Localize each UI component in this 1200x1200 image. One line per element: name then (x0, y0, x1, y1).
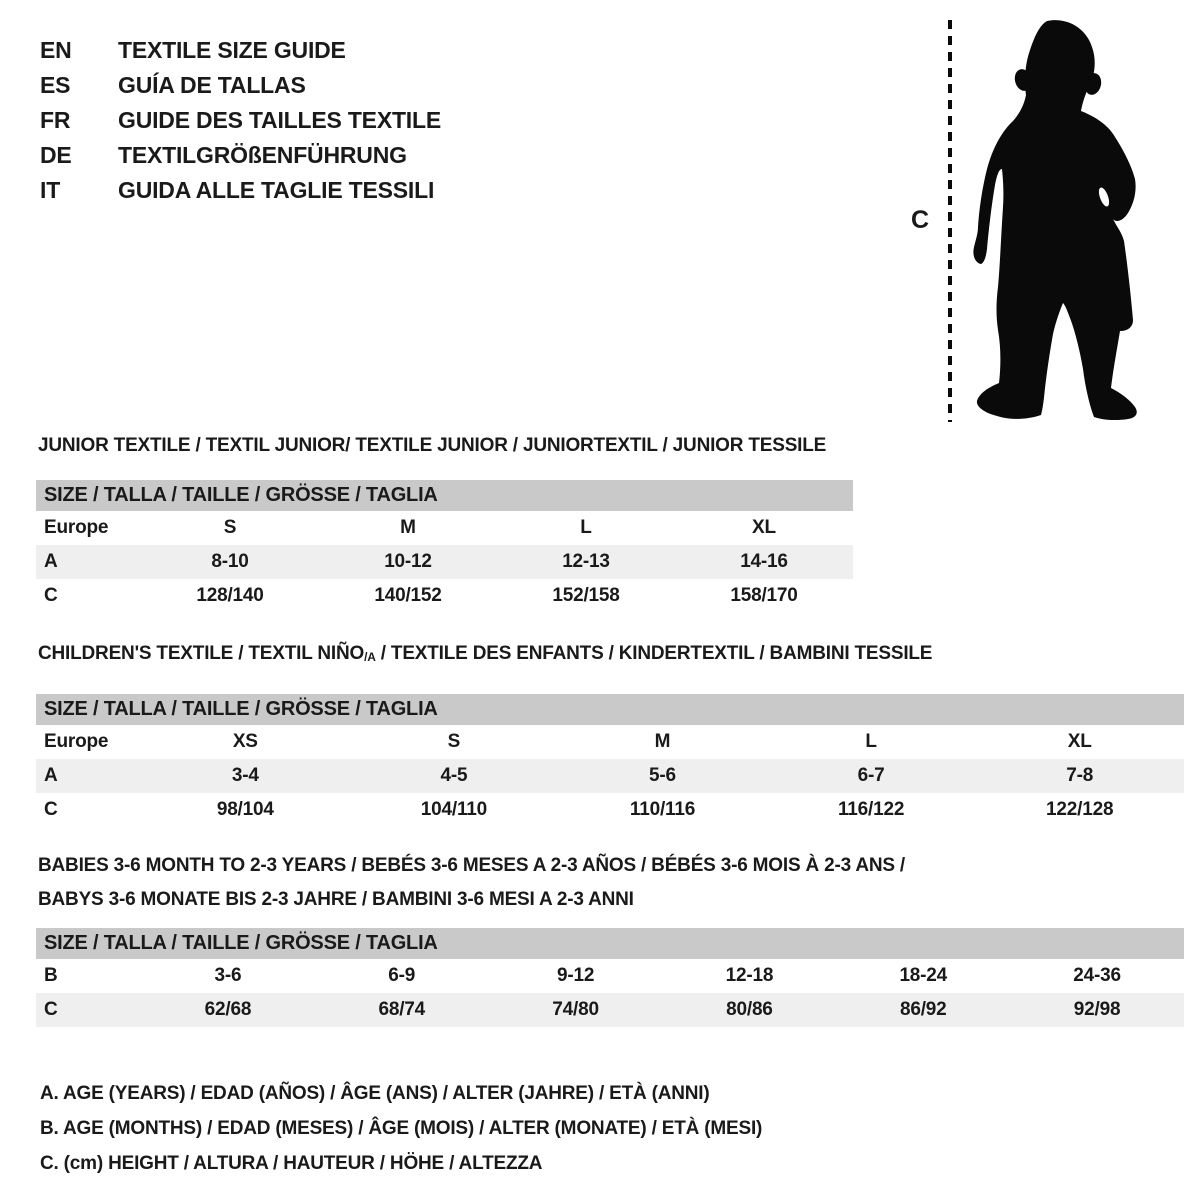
table-cell: 68/74 (378, 999, 426, 1020)
legend (40, 1076, 762, 1181)
table-cell: 10-12 (384, 551, 432, 572)
section-heading-line (38, 642, 1184, 669)
language-title: TEXTILE SIZE GUIDE (118, 37, 346, 63)
table-cell: 14-16 (740, 551, 788, 572)
heading-text: JUNIOR TEXTILE / TEXTIL JUNIOR/ TEXTILE JUNIOR / JUNIORTEXTIL / JUNIOR TESSILE (38, 435, 827, 456)
table-cell: 86/92 (899, 999, 947, 1020)
section-babies-textile (36, 849, 1184, 1027)
table-cell: 62/68 (204, 999, 252, 1020)
legend-line: B. AGE (MONTHS) / EDAD (MESES) / ÂGE (MOIS) / ALTER (MONATE) / ETÀ (MESI) (40, 1118, 763, 1139)
table-cell: 92/98 (1073, 999, 1121, 1020)
junior-size-table (36, 480, 853, 613)
language-title: GUIDA ALLE TAGLIE TESSILI (118, 177, 435, 203)
section-children-textile (36, 642, 1184, 827)
table-cell: 12-18 (725, 965, 774, 986)
table-cell: S (223, 517, 237, 538)
table-cell: XL (1067, 731, 1092, 752)
table-cell: 104/110 (420, 799, 487, 820)
table-row (36, 545, 853, 579)
table-rows (36, 725, 1184, 827)
table-cell: 110/116 (629, 799, 696, 820)
row-label: A (44, 765, 58, 786)
language-row (40, 138, 441, 173)
language-title: GUIDE DES TAILLES TEXTILE (118, 107, 441, 133)
table-cell: 18-24 (899, 965, 948, 986)
height-measure-label: C (911, 206, 930, 234)
legend-line: C. (cm) HEIGHT / ALTURA / HAUTEUR / HÖHE / ALTEZZA (40, 1153, 543, 1174)
language-title: TEXTILGRÖßENFÜHRUNG (118, 142, 407, 168)
language-row (40, 68, 441, 103)
table-row (36, 725, 1184, 759)
row-label: C (44, 999, 58, 1020)
table-cell: 24-36 (1073, 965, 1121, 986)
table-row (36, 993, 1184, 1027)
table-cell: XL (752, 517, 776, 538)
table-cell: 158/170 (730, 585, 798, 606)
table-cell: L (580, 517, 592, 538)
table-cell: 9-12 (556, 965, 595, 986)
language-code: ES (40, 72, 71, 98)
table-cell: 140/152 (374, 585, 442, 606)
table-cell: 80/86 (726, 999, 773, 1020)
language-row (40, 33, 441, 68)
table-cell: 7-8 (1066, 765, 1094, 786)
row-label: Europe (44, 731, 109, 752)
language-row (40, 103, 441, 138)
table-cell: S (447, 731, 461, 752)
section-heading (38, 642, 1184, 669)
table-row (36, 959, 1184, 993)
babies-size-table (36, 928, 1184, 1027)
table-cell: 152/158 (552, 585, 620, 606)
toddler-figure-svg (905, 14, 1150, 428)
language-list (40, 33, 441, 208)
table-cell: 5-6 (649, 765, 676, 786)
table-cell: M (400, 517, 416, 538)
table-cell: 12-13 (562, 551, 610, 572)
table-cell: 6-7 (857, 765, 885, 786)
table-cell: 6-9 (388, 965, 416, 986)
table-size-header: SIZE / TALLA / TAILLE / GRÖSSE / TAGLIA (36, 694, 1184, 725)
table-cell: 116/122 (837, 799, 905, 820)
table-cell: 122/128 (1046, 799, 1114, 820)
language-row (40, 173, 441, 208)
table-cell: 8-10 (211, 551, 249, 572)
table-row (36, 759, 1184, 793)
row-label: Europe (44, 517, 109, 538)
heading-text: BABYS 3-6 MONATE BIS 2-3 JAHRE / BAMBINI 3-6 MESI A 2-3 ANNI (38, 889, 634, 910)
table-size-header: SIZE / TALLA / TAILLE / GRÖSSE / TAGLIA (36, 928, 1184, 959)
heading-text: CHILDREN'S TEXTILE / TEXTIL NIÑO (38, 643, 365, 664)
legend-line: A. AGE (YEARS) / EDAD (AÑOS) / ÂGE (ANS) / ALTER (JAHRE) / ETÀ (ANNI) (40, 1083, 710, 1104)
table-cell: 3-4 (231, 765, 259, 786)
table-cell: XS (232, 731, 258, 752)
section-heading (38, 434, 853, 457)
section-heading-line (38, 849, 1184, 883)
language-code: IT (40, 177, 61, 203)
table-cell: 74/80 (552, 999, 599, 1020)
row-label: C (44, 585, 58, 606)
language-code: EN (40, 37, 72, 63)
language-code: FR (40, 107, 71, 133)
table-cell: 4-5 (440, 765, 468, 786)
table-size-header: SIZE / TALLA / TAILLE / GRÖSSE / TAGLIA (36, 480, 853, 511)
table-row (36, 511, 853, 545)
language-title: GUÍA DE TALLAS (118, 72, 306, 98)
row-label: B (44, 965, 58, 986)
language-code: DE (40, 142, 72, 168)
children-size-table (36, 694, 1184, 827)
table-rows (36, 959, 1184, 1027)
table-row (36, 579, 853, 613)
table-cell: 98/104 (216, 799, 274, 820)
toddler-silhouette-icon (973, 20, 1136, 420)
table-cell: 128/140 (196, 585, 264, 606)
measurement-figure (905, 14, 1150, 428)
heading-text: BABIES 3-6 MONTH TO 2-3 YEARS / BEBÉS 3-6 MESES A 2-3 AÑOS / BÉBÉS 3-6 MOIS À 2-3 ANS / (38, 855, 906, 876)
row-label: A (44, 551, 58, 572)
table-cell: M (654, 731, 671, 752)
section-heading (38, 849, 1184, 917)
heading-text: / TEXTILE DES ENFANTS / KINDERTEXTIL / BAMBINI TESSILE (375, 643, 933, 664)
section-heading-line (38, 434, 853, 457)
heading-subscript: /A (364, 650, 376, 664)
table-cell: L (865, 731, 877, 752)
table-rows (36, 511, 853, 613)
table-row (36, 793, 1184, 827)
row-label: C (44, 799, 58, 820)
table-cell: 3-6 (214, 965, 242, 986)
section-junior-textile (36, 434, 853, 613)
section-heading-line (38, 883, 1184, 917)
